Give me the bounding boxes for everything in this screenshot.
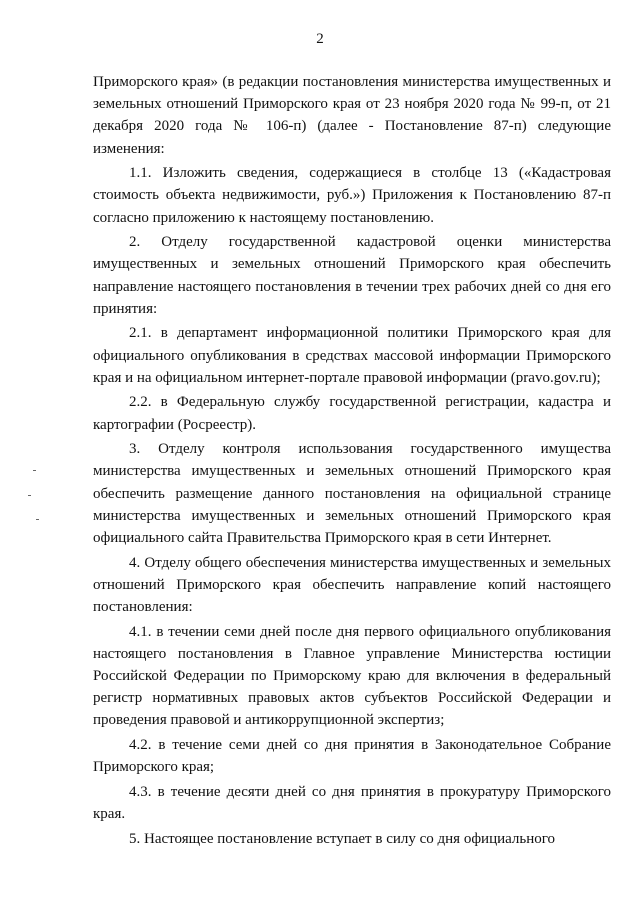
document-body — [93, 71, 611, 852]
paragraph-item-5: 5. Настоящее постановление вступает в силу со дня официального — [129, 830, 556, 847]
margin-mark — [33, 470, 36, 471]
scan-margin-marks — [27, 470, 43, 530]
paragraph-item-2-1: 2.1. в департамент информационной политики Приморского края для официального опубликования в средствах массовой информации Приморского края и на официальном интернет-портале правовой информации (pravo.gov.ru); — [93, 325, 611, 386]
paragraph-item-4-1: 4.1. в течении семи дней после дня первого официального опубликования настоящего постановления в Главное управление Министерства юстиции Российской Федерации по Приморскому краю для включения в федеральный регистр нормативных правовых актов субъектов Российской Федерации и проведения правовой и антикоррупционной экспертиз; — [93, 623, 611, 729]
paragraph-item-4-3: 4.3. в течение десяти дней со дня принятия в прокуратуру Приморского края. — [93, 783, 611, 823]
paragraph-item-2-2: 2.2. в Федеральную службу государственной регистрации, кадастра и картографии (Росреестр). — [93, 394, 611, 433]
margin-mark — [28, 495, 31, 496]
margin-mark — [36, 519, 39, 520]
paragraph-item-3: 3. Отделу контроля использования государственного имущества министерства имущественных и земельных отношений Приморского края обеспечить размещение данного постановления на официальной странице министерства имущественных и земельных отношений Приморского края официального сайта Правительства Приморского края в сети Интернет. — [93, 441, 611, 547]
paragraph-item-4: 4. Отделу общего обеспечения министерства имущественных и земельных отношений Приморского края обеспечить направление копий настоящего постановления: — [93, 554, 611, 616]
paragraph-item-1-1: 1.1. Изложить сведения, содержащиеся в столбце 13 («Кадастровая стоимость объекта недвижимости, руб.») Приложения к Постановлению 87-п согласно приложению к настоящему постановлению. — [93, 165, 611, 226]
paragraph-item-2: 2. Отделу государственной кадастровой оценки министерства имущественных и земельных отношений Приморского края обеспечить направление настоящего постановления в течении трех рабочих дней со дня его принятия: — [93, 234, 611, 317]
page-number: 2 — [316, 31, 324, 47]
paragraph-item-4-2: 4.2. в течение семи дней со дня принятия в Законодательное Собрание Приморского края; — [93, 737, 611, 776]
paragraph-continuation: Приморского края» (в редакции постановления министерства имущественных и земельных отношений Приморского края от 23 ноября 2020 года № 99-п, от 21 декабря 2020 года № 106-п) (далее - Постановление 87-п) следующие изменения: — [93, 74, 611, 157]
